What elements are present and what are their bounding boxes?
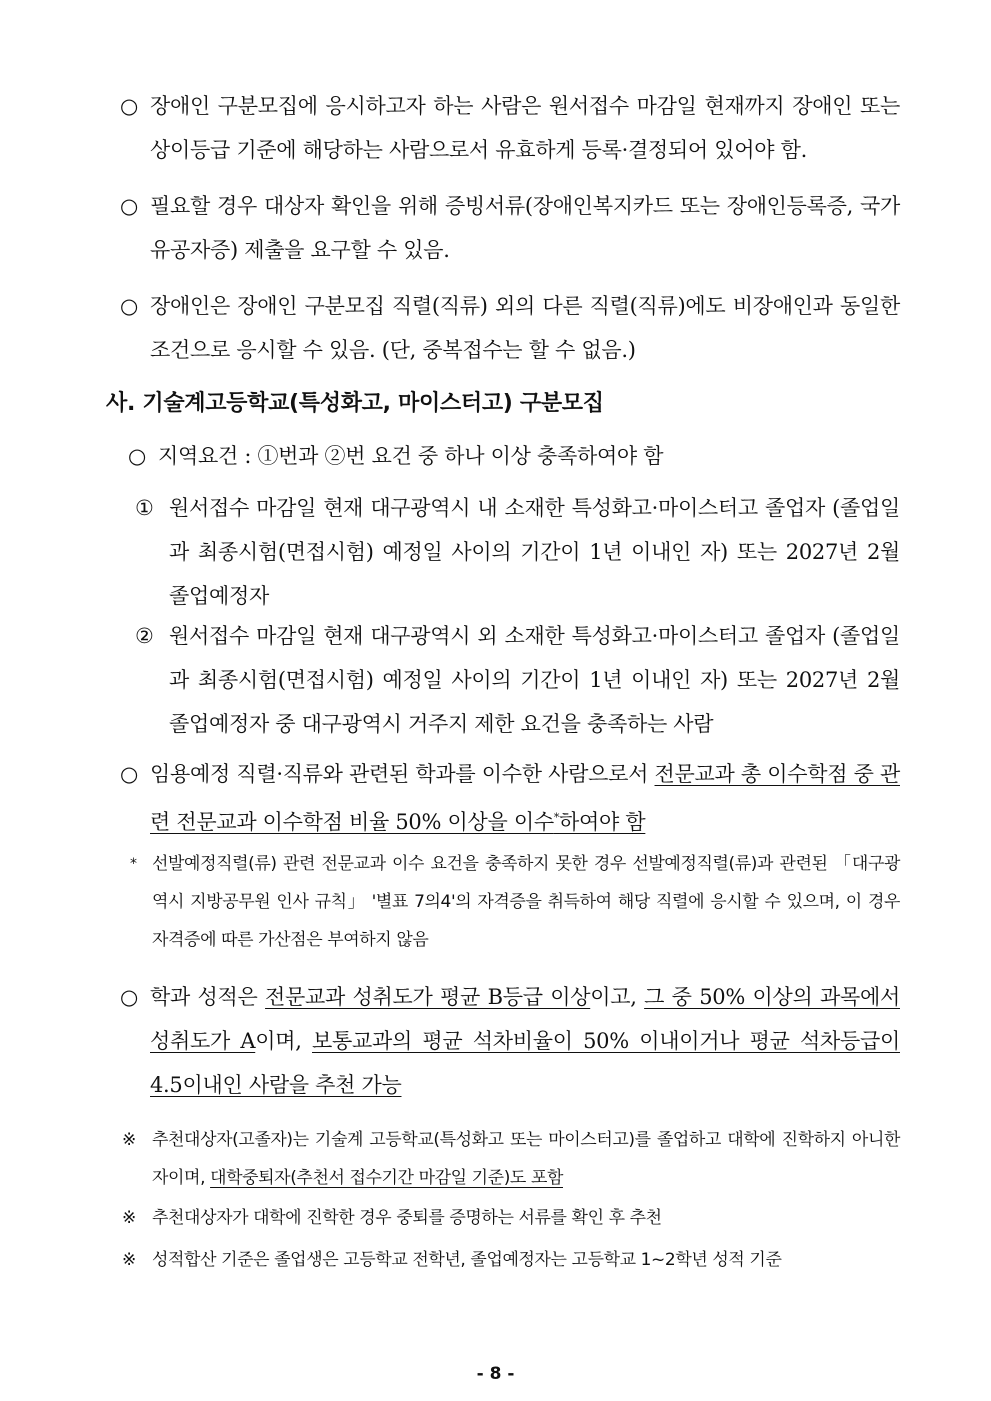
paragraph-grade-requirement (120, 975, 900, 1107)
underlined-text: 그 중 50% 이상의 과목에서 성취도가 A (150, 985, 900, 1053)
asterisk-mark: * (553, 811, 560, 824)
bullet-circle: ○ (120, 194, 139, 218)
note-text: 성적합산 기준은 졸업생은 고등학교 전학년, 졸업예정자는 고등학교 1~2학년 성적 기준 (152, 1250, 782, 1270)
paragraph-disability-registration (120, 84, 900, 172)
requirement-number: ① (135, 496, 154, 520)
note-mark: ※ (122, 1130, 136, 1150)
note-mark: ※ (122, 1208, 136, 1228)
bullet-circle: ○ (120, 762, 139, 786)
paragraph-text: 장애인은 장애인 구분모집 직렬(직류) 외의 다른 직렬(직류)에도 비장애인과 동일한 조건으로 응시할 수 있음. (단, 중복접수는 할 수 없음.) (150, 294, 900, 362)
footnote-mark: * (130, 856, 137, 872)
footnote-text: 선발예정직렬(류) 관련 전문교과 이수 요건을 충족하지 못한 경우 선발예정직렬(류)과 관련된 「대구광역시 지방공무원 인사 규칙」 '별표 7의4'의 자격증을 취득하여 해당 직렬에 응시할 수 있으며, 이 경우 자격증에 따른 가산점은 부여하지 않음 (152, 854, 900, 950)
note-text: 추천대상자가 대학에 진학한 경우 중퇴를 증명하는 서류를 확인 후 추천 (152, 1208, 662, 1228)
note-recommendation-target (122, 1121, 900, 1197)
requirement-text: 원서접수 마감일 현재 대구광역시 외 소재한 특성화고·마이스터고 졸업자 (졸업일과 최종시험(면접시험) 예정일 사이의 기간이 1년 이내인 자) 또는 2027년 2월 졸업예정자 중 대구광역시 거주지 제한 요건을 충족하는 사람 (169, 624, 900, 736)
note-dropout-proof (122, 1199, 900, 1237)
requirement-number: ② (135, 624, 154, 648)
text-run: 추천대상자(고졸자)는 기술계 고등학교(특성화고 또는 마이스터고)를 졸업하고 대학에 진학하지 아니한 자이며, (152, 1130, 900, 1188)
requirement-1 (135, 486, 900, 618)
note-grade-criteria (122, 1241, 900, 1279)
note-text (152, 1121, 900, 1197)
requirement-text: 원서접수 마감일 현재 대구광역시 내 소재한 특성화고·마이스터고 졸업자 (졸업일과 최종시험(면접시험) 예정일 사이의 기간이 1년 이내인 자) 또는 2027년 2월 졸업예정자 (169, 496, 900, 608)
text-run: 학과 성적은 (150, 985, 266, 1009)
bullet-circle: ○ (120, 94, 139, 118)
underlined-text: 보통교과의 평균 석차비율이 50% 이내이거나 평균 석차등급이 4.5이내인 사람을 추천 가능 (150, 1029, 900, 1097)
underlined-text: 대학중퇴자(추천서 접수기간 마감일 기준)도 포함 (210, 1168, 563, 1188)
bullet-circle: ○ (120, 985, 139, 1009)
page-number: - 8 - (476, 1364, 515, 1384)
underlined-text: 전문교과 총 이수학점 중 관련 전문교과 이수학점 비율 50% 이상을 이수 (150, 762, 900, 834)
bullet-circle: ○ (120, 294, 139, 318)
requirement-2 (135, 614, 900, 746)
paragraph-major-requirement (120, 752, 900, 844)
paragraph-region-requirement (128, 434, 900, 478)
section-heading: 사. 기술계고등학교(특성화고, 마이스터고) 구분모집 (106, 391, 604, 416)
paragraph-text: 장애인 구분모집에 응시하고자 하는 사람은 원서접수 마감일 현재까지 장애인 또는 상이등급 기준에 해당하는 사람으로서 유효하게 등록·결정되어 있어야 함. (150, 94, 900, 162)
paragraph-text (150, 752, 900, 844)
paragraph-text: 필요할 경우 대상자 확인을 위해 증빙서류(장애인복지카드 또는 장애인등록증, 국가유공자증) 제출을 요구할 수 있음. (150, 194, 900, 262)
underlined-text: 전문교과 성취도가 평균 B등급 이상 (265, 985, 591, 1009)
underlined-text: 하여야 함 (559, 810, 646, 834)
text-run: 이고, (590, 985, 645, 1009)
footnote-certificate (130, 845, 900, 959)
paragraph-proof-documents (120, 184, 900, 272)
text-run: 임용예정 직렬·직류와 관련된 학과를 이수한 사람으로서 (150, 762, 655, 786)
paragraph-text (150, 975, 900, 1107)
paragraph-text: 지역요건 : ①번과 ②번 요건 중 하나 이상 충족하여야 함 (158, 444, 664, 468)
paragraph-other-positions (120, 284, 900, 372)
bullet-circle: ○ (128, 444, 147, 468)
text-run: 이며, (255, 1029, 313, 1053)
note-mark: ※ (122, 1250, 136, 1270)
